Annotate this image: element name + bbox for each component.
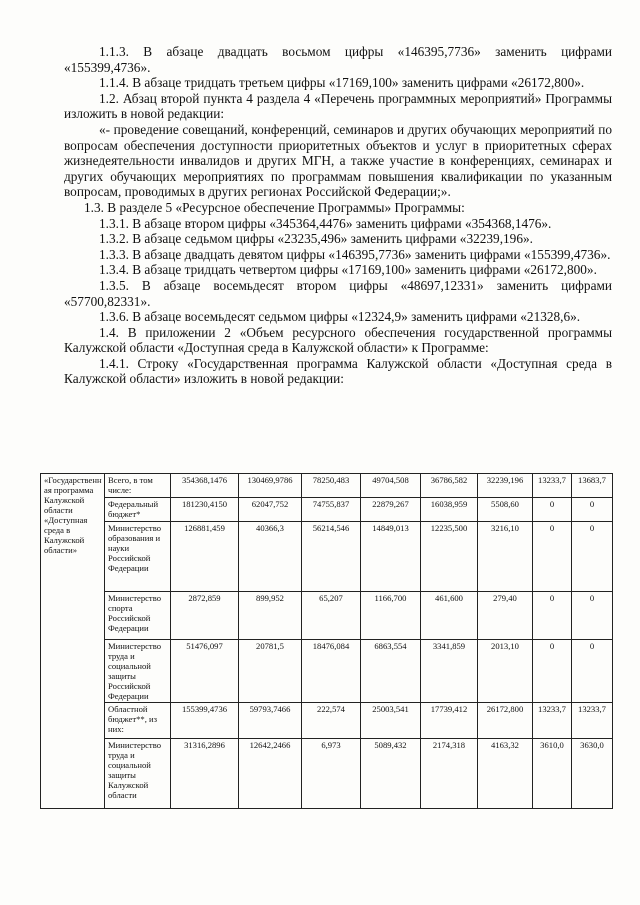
value-cell: 18476,084: [302, 640, 361, 703]
value-cell: 4163,32: [478, 739, 533, 809]
value-cell: 40366,3: [239, 522, 302, 592]
value-cell: 126881,459: [171, 522, 239, 592]
value-cell: 22879,267: [361, 498, 421, 522]
value-cell: 0: [533, 592, 572, 640]
paragraph: «- проведение совещаний, конференций, семинаров и других обучающих мероприятий по вопросам обеспечения доступности приоритетных объектов и услуг в приоритетных сферах жизнедеятельности инвалидов и других МГН, а также участие в конференциях, семинарах и других обучающих мероприятиях по программам повышения квалификации по указанным вопросам, проводимых в других регионах Российской Федерации;».: [64, 121, 612, 200]
paragraph: 1.4. В приложении 2 «Объем ресурсного обеспечения государственной программы Калужской области «Доступная среда в Калужской области» к Программе:: [64, 324, 612, 356]
table-row: [41, 703, 613, 739]
value-cell: 279,40: [478, 592, 533, 640]
document-body: [64, 44, 612, 387]
value-cell: 74755,837: [302, 498, 361, 522]
value-cell: 0: [572, 592, 613, 640]
funding-source-cell: Министерство спорта Российской Федерации: [105, 592, 171, 640]
value-cell: 2872,859: [171, 592, 239, 640]
paragraph: 1.3.2. В абзаце седьмом цифры «23235,496» заменить цифрами «32239,196».: [99, 231, 533, 247]
value-cell: 13683,7: [572, 474, 613, 498]
table-row: [41, 522, 613, 592]
value-cell: 5089,432: [361, 739, 421, 809]
value-cell: 3341,859: [421, 640, 478, 703]
paragraph: 1.3. В разделе 5 «Ресурсное обеспечение Программы» Программы:: [84, 199, 465, 215]
value-cell: 17739,412: [421, 703, 478, 739]
funding-source-cell: Федеральный бюджет*: [105, 498, 171, 522]
value-cell: 6863,554: [361, 640, 421, 703]
funding-source-cell: Всего, в том числе:: [105, 474, 171, 498]
value-cell: 0: [572, 522, 613, 592]
paragraph: 1.3.4. В абзаце тридцать четвертом цифры «17169,100» заменить цифрами «26172,800».: [99, 262, 597, 278]
funding-source-cell: Министерство труда и социальной защиты Калужской области: [105, 739, 171, 809]
value-cell: 12235,500: [421, 522, 478, 592]
value-cell: 5508,60: [478, 498, 533, 522]
value-cell: 2013,10: [478, 640, 533, 703]
value-cell: 20781,5: [239, 640, 302, 703]
value-cell: 65,207: [302, 592, 361, 640]
value-cell: 181230,4150: [171, 498, 239, 522]
value-cell: 0: [533, 640, 572, 703]
value-cell: 36786,582: [421, 474, 478, 498]
table-row: [41, 474, 613, 498]
value-cell: 3630,0: [572, 739, 613, 809]
funding-source-cell: Министерство образования и науки Российской Федерации: [105, 522, 171, 592]
value-cell: 49704,508: [361, 474, 421, 498]
value-cell: 130469,9786: [239, 474, 302, 498]
paragraph: 1.2. Абзац второй пункта 4 раздела 4 «Перечень программных мероприятий» Программы изложить в новой редакции:: [64, 90, 612, 122]
value-cell: 222,574: [302, 703, 361, 739]
value-cell: 0: [533, 498, 572, 522]
paragraph: 1.3.1. В абзаце втором цифры «345364,4476» заменить цифрами «354368,1476».: [99, 215, 552, 231]
value-cell: 461,600: [421, 592, 478, 640]
value-cell: 0: [572, 498, 613, 522]
value-cell: 0: [572, 640, 613, 703]
value-cell: 32239,196: [478, 474, 533, 498]
value-cell: 26172,800: [478, 703, 533, 739]
value-cell: 31316,2896: [171, 739, 239, 809]
value-cell: 1166,700: [361, 592, 421, 640]
table-row: [41, 640, 613, 703]
paragraph: 1.4.1. Строку «Государственная программа Калужской области «Доступная среда в Калужской области» изложить в новой редакции:: [64, 355, 612, 387]
table-row: [41, 592, 613, 640]
paragraph: 1.3.5. В абзаце восемьдесят втором цифры «48697,12331» заменить цифрами «57700,82331».: [64, 277, 612, 309]
value-cell: 354368,1476: [171, 474, 239, 498]
value-cell: 0: [533, 522, 572, 592]
paragraph: 1.3.6. В абзаце восемьдесят седьмом цифры «12324,9» заменить цифрами «21328,6».: [99, 309, 581, 325]
value-cell: 56214,546: [302, 522, 361, 592]
resource-table-wrapper: [40, 473, 612, 809]
value-cell: 12642,2466: [239, 739, 302, 809]
paragraph: 1.1.3. В абзаце двадцать восьмом цифры «146395,7736» заменить цифрами «155399,4736».: [64, 44, 612, 75]
value-cell: 3216,10: [478, 522, 533, 592]
table-row: [41, 498, 613, 522]
value-cell: 3610,0: [533, 739, 572, 809]
value-cell: 51476,097: [171, 640, 239, 703]
value-cell: 155399,4736: [171, 703, 239, 739]
value-cell: 13233,7: [572, 703, 613, 739]
value-cell: 6,973: [302, 739, 361, 809]
funding-source-cell: Министерство труда и социальной защиты Российской Федерации: [105, 640, 171, 703]
value-cell: 899,952: [239, 592, 302, 640]
value-cell: 25003,541: [361, 703, 421, 739]
value-cell: 13233,7: [533, 703, 572, 739]
resource-table: [40, 473, 613, 809]
value-cell: 16038,959: [421, 498, 478, 522]
program-name-cell: «Государственная программа Калужской области «Доступная среда в Калужской области»: [41, 474, 105, 809]
funding-source-cell: Областной бюджет**, из них:: [105, 703, 171, 739]
value-cell: 14849,013: [361, 522, 421, 592]
paragraph: 1.3.3. В абзаце двадцать девятом цифры «146395,7736» заменить цифрами «155399,4736».: [99, 246, 611, 262]
value-cell: 59793,7466: [239, 703, 302, 739]
value-cell: 2174,318: [421, 739, 478, 809]
paragraph: 1.1.4. В абзаце тридцать третьем цифры «17169,100» заменить цифрами «26172,800».: [99, 75, 585, 91]
table-row: [41, 739, 613, 809]
value-cell: 78250,483: [302, 474, 361, 498]
value-cell: 13233,7: [533, 474, 572, 498]
value-cell: 62047,752: [239, 498, 302, 522]
